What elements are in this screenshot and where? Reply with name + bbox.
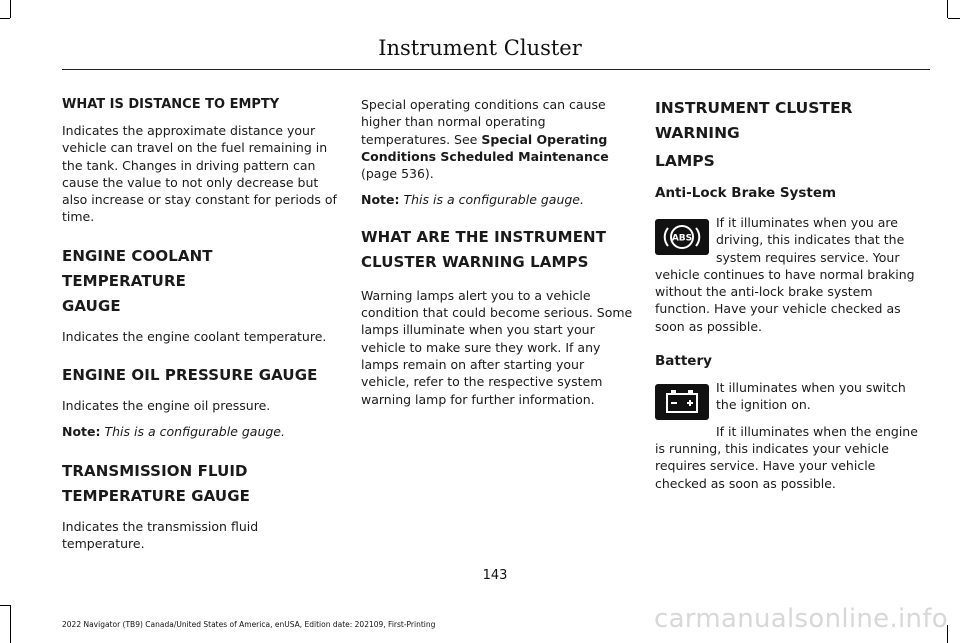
column-left: [62, 96, 340, 552]
note-label: Note:: [62, 424, 101, 440]
watermark: carmanualsonline.info: [653, 604, 948, 634]
heading-cluster-warning-lamps-line2: LAMPS: [655, 152, 715, 170]
paragraph-coolant-temperature: Indicates the engine coolant temperature.: [62, 328, 327, 344]
abs-icon-text: ABS: [671, 233, 693, 244]
paragraph-battery-1: It illuminates when you switch the ignition on.: [716, 380, 906, 413]
heading-anti-lock-brake: Anti-Lock Brake System: [655, 185, 837, 201]
column-right: [655, 96, 930, 492]
page-number: 143: [482, 568, 508, 583]
special-conditions-text: Special operating conditions can cause higher than normal operating temperatures. See: [361, 97, 606, 147]
note-text: This is a configurable gauge.: [403, 192, 584, 208]
paragraph-distance-to-empty: Indicates the approximate distance your vehicle can travel on the fuel remaining in the tank. Changes in driving pattern can cause the value to not only decrease but also increase or stay constant for periods of time.: [62, 123, 337, 225]
crop-mark: [10, 0, 11, 18]
heading-distance-to-empty: WHAT IS DISTANCE TO EMPTY: [62, 97, 280, 112]
paragraph-anti-lock-brake: If it illuminates when you are driving, this indicates that the system requires service. Your vehicle continues to have normal braking without the anti-lock brake system function. Have your vehicle checked as soon as possible.: [655, 215, 915, 334]
note-oil-pressure: [62, 423, 340, 440]
footer-edition-info: 2022 Navigator (TB9) Canada/United States of America, enUSA, Edition date: 202109, First-Printing: [62, 620, 436, 629]
paragraph-battery-2: If it illuminates when the engine is running, this indicates your vehicle requires service. Have your vehicle checked as soon as possible.: [655, 423, 918, 491]
note-text: This is a configurable gauge.: [104, 424, 285, 440]
note-label: Note:: [361, 192, 400, 208]
page-header-title: Instrument Cluster: [378, 36, 582, 60]
heading-coolant-temperature-line1: ENGINE COOLANT TEMPERATURE: [62, 246, 213, 290]
heading-cluster-warning-lamps-line1: INSTRUMENT CLUSTER WARNING: [655, 99, 853, 142]
heading-warning-lamps-line1: WHAT ARE THE INSTRUMENT: [361, 227, 607, 246]
battery-warning-icon: [655, 384, 709, 420]
paragraph-transmission: Indicates the transmission fluid temperature.: [62, 518, 259, 551]
heading-warning-lamps-line2: CLUSTER WARNING LAMPS: [361, 252, 589, 271]
page-reference: (page 536).: [361, 166, 434, 182]
crop-mark: [948, 18, 960, 19]
column-middle: [361, 96, 633, 408]
crop-mark: [10, 605, 11, 643]
note-transmission: [361, 191, 633, 208]
paragraph-special-conditions: [361, 96, 633, 182]
paragraph-oil-pressure: Indicates the engine oil pressure.: [62, 398, 271, 414]
abs-warning-icon: [655, 219, 709, 255]
heading-oil-pressure: ENGINE OIL PRESSURE GAUGE: [62, 366, 318, 385]
heading-transmission-line1: TRANSMISSION FLUID: [62, 461, 248, 480]
cross-reference-link[interactable]: Special Operating Conditions Scheduled Maintenance: [361, 131, 609, 164]
crop-mark: [0, 605, 10, 606]
heading-transmission-line2: TEMPERATURE GAUGE: [62, 486, 250, 505]
crop-mark: [947, 0, 948, 18]
heading-battery: Battery: [655, 353, 712, 370]
crop-mark: [0, 18, 10, 19]
heading-coolant-temperature-line2: GAUGE: [62, 296, 121, 315]
paragraph-warning-lamps: Warning lamps alert you to a vehicle condition that could become serious. Some lamps illuminate when you start your vehicle to make sure they work. If any lamps remain on after starting your vehicle, refer to the respective system warning lamp for further information.: [361, 287, 633, 407]
header-divider: [62, 69, 930, 70]
